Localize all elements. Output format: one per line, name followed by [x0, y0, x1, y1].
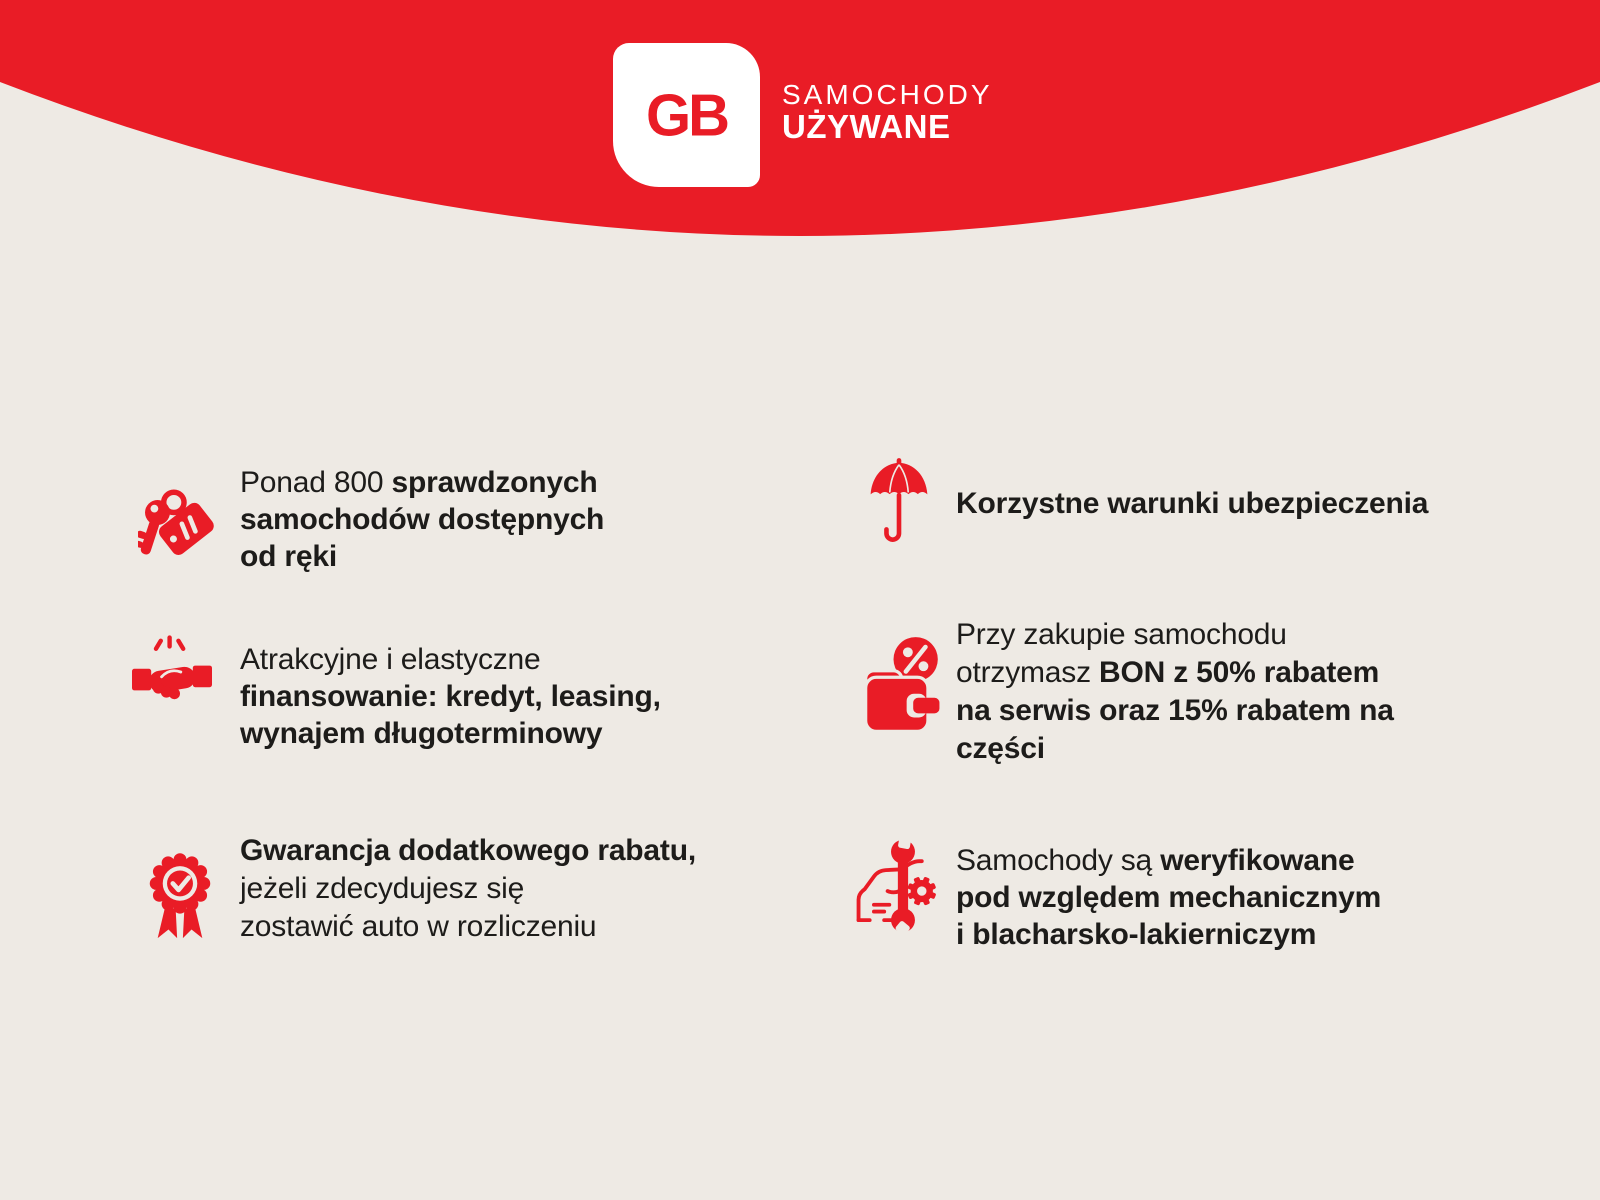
feature-line: i blacharsko-lakierniczym [956, 918, 1317, 951]
feature-line: na serwis oraz 15% rabatem na [956, 694, 1394, 727]
feature-line: otrzymasz BON z 50% rabatem [956, 656, 1380, 689]
feature-text-discount-guarantee [240, 832, 696, 946]
feature-line: Korzystne warunki ubezpieczenia [956, 487, 1429, 520]
feature-line: Przy zakupie samochodu [956, 618, 1287, 651]
feature-text-financing [240, 641, 661, 752]
umbrella-icon [866, 456, 932, 550]
feature-line: od ręki [240, 540, 337, 573]
brand-line-samochody: SAMOCHODY [782, 79, 993, 110]
handshake-icon [132, 626, 212, 718]
feature-line: finansowanie: kredyt, leasing, [240, 680, 661, 713]
feature-text-verification [956, 842, 1381, 953]
feature-line: jeżeli zdecydujesz się [240, 872, 525, 905]
brand-line-uzywane: UŻYWANE [782, 108, 951, 145]
feature-line: zostawić auto w rozliczeniu [240, 910, 597, 943]
feature-line: pod względem mechanicznym [956, 881, 1382, 914]
feature-line: Gwarancja dodatkowego rabatu, [240, 834, 696, 867]
feature-line: wynajem długoterminowy [240, 717, 603, 750]
car-service-icon [850, 838, 944, 945]
gb-logo-monogram: GB [646, 81, 727, 149]
feature-line: Atrakcyjne i elastyczne [240, 643, 541, 676]
feature-line: Samochody są weryfikowane [956, 844, 1355, 877]
feature-line: części [956, 732, 1045, 765]
feature-line: Ponad 800 sprawdzonych [240, 466, 598, 499]
gb-logo-tile [613, 43, 760, 187]
feature-text-insurance [956, 485, 1428, 522]
feature-text-service-voucher [956, 616, 1394, 768]
wallet-discount-icon [864, 634, 946, 746]
feature-line: samochodów dostępnych [240, 503, 605, 536]
award-badge-icon [144, 846, 216, 954]
brand-text [782, 80, 993, 144]
header-curve [0, 0, 1600, 400]
car-keys-tag-icon [138, 486, 216, 564]
feature-text-available-cars [240, 464, 604, 575]
